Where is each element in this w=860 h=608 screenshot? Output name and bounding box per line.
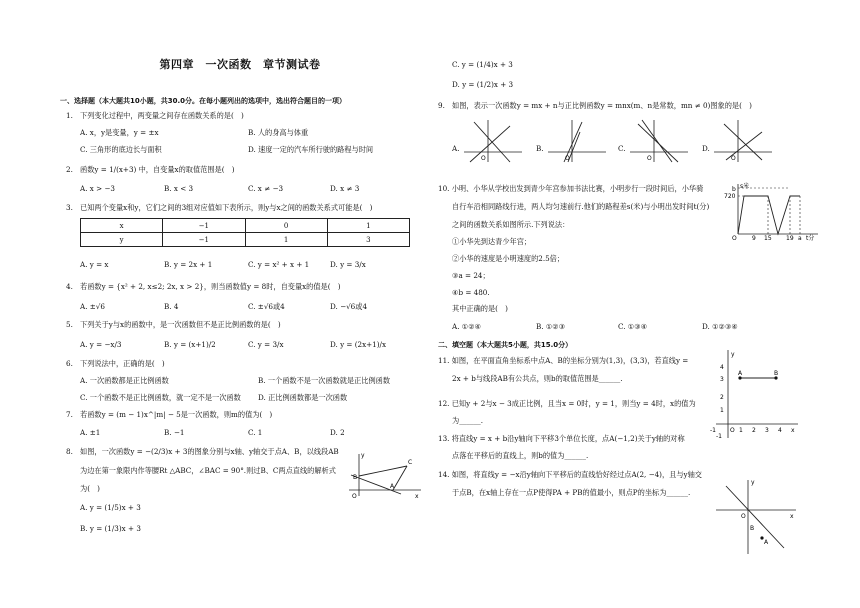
q10-option-c: C. ①③④ — [618, 322, 648, 331]
q10-label-b: b — [732, 186, 736, 193]
q11-tick-x3: 3 — [765, 427, 769, 434]
q1-option-d: D. 速度一定的汽车所行驶的路程与时间 — [248, 145, 374, 154]
q3-cell: 3 — [327, 233, 409, 247]
q11-tick-y3: 3 — [720, 376, 724, 383]
q7-option-c: C. 1 — [248, 428, 263, 437]
q11-tick-yn1: -1 — [716, 433, 722, 440]
q1-option-b: B. 人的身高与体重 — [248, 128, 309, 137]
q10-statement-2: ②小华的速度是小明速度的2.5倍； — [452, 254, 565, 263]
q3-cell: −1 — [163, 219, 245, 233]
q11-label-o: O — [730, 427, 735, 434]
q8-label-x: x — [415, 493, 419, 500]
section-choice-header: 一、选择题（本大题共10小题，共30.0分。在每小题列出的选项中，选出符合题目的一项） — [60, 97, 347, 105]
q10-label-t: t分 — [806, 235, 815, 242]
q11-tick-xn1: -1 — [710, 427, 716, 434]
q9b-label-o: O — [565, 155, 570, 162]
q9d-line-1 — [724, 124, 762, 160]
q10-stem-line1: 10. 小明、小华从学校出发到青少年宫参加书法比赛，小明步行一段时间后，小华骑 — [438, 184, 704, 193]
q10-option-d: D. ①②③④ — [702, 322, 738, 331]
q3-stem: 3. 已知两个变量x和y，它们之间的3组对应值如下表所示，则y与x之间的函数关系式可能是( ) — [66, 203, 373, 212]
q5-option-d: D. y = (2x+1)/x — [330, 340, 387, 349]
q3-option-b: B. y = 2x + 1 — [164, 260, 213, 269]
q10-figure — [724, 182, 820, 244]
page-title: 第四章 一次函数 章节测试卷 — [159, 58, 321, 71]
q10-label-s: s米 — [740, 183, 750, 190]
q5-option-c: C. y = 3/x — [248, 340, 284, 349]
q14-stem-line1: 14. 如图，将直线y = −x沿y轴向下平移后的直线恰好经过点A(2, −4)，且与y轴交 — [438, 470, 702, 479]
q9d-label-o: O — [731, 155, 736, 162]
q2-stem: 2. 函数y = 1/(x+3) 中，自变量x的取值范围是( ) — [66, 165, 235, 174]
q11-figure — [712, 348, 800, 440]
section-fill-header: 二、填空题（本大题共5小题，共15.0分） — [438, 341, 573, 349]
q3-cell: −1 — [163, 233, 245, 247]
q9-option-b: B. — [536, 144, 544, 153]
q9-graph-a — [462, 118, 524, 164]
q8-label-c: C — [408, 459, 413, 466]
q10-graph-line — [738, 196, 800, 234]
q14-figure — [712, 478, 798, 556]
q2-option-c: C. x ≠ −3 — [248, 184, 284, 193]
q9-stem: 9. 如图，表示一次函数y = mx + n与正比例函数y = mnx(m、n是常数，mn ≠ 0)图象的是( ) — [438, 101, 752, 110]
q4-option-b: B. 4 — [164, 302, 179, 311]
q8-label-y: y — [361, 452, 365, 459]
q10-statement-4: ④b = 480. — [452, 288, 490, 297]
q1-stem: 1. 下列变化过程中，两变量之间存在函数关系的是( ) — [66, 111, 244, 120]
q4-stem: 4. 若函数y = {x² + 2, x≤2; 2x, x > 2}，则当函数值y = 8时，自变量x的值是( ) — [66, 282, 341, 291]
q9-option-d: D. — [702, 144, 710, 153]
q13-stem-line1: 13. 将直线y = x + b沿y轴向下平移3个单位长度，点A(−1,2)关于y轴的对称 — [438, 434, 685, 443]
q2-option-a: A. x > −3 — [80, 184, 116, 193]
q11-stem-line1: 11. 如图，在平面直角坐标系中点A、B的坐标分别为(1,3)，(3,3)，若直线y = — [438, 356, 689, 365]
q11-tick-x2: 2 — [752, 427, 756, 434]
q7-option-d: D. 2 — [330, 428, 345, 437]
q8-stem-line3: 为( ) — [80, 484, 100, 493]
q5-stem: 5. 下列关于y与x的函数中，是一次函数但不是正比例函数的是( ) — [66, 320, 281, 329]
q14-stem-line2: 于点B，在x轴上存在一点P使得PA + PB的值最小，则点P的坐标为______. — [452, 488, 691, 497]
q3-cell: y — [81, 233, 163, 247]
q3-cell: 1 — [245, 233, 327, 247]
q10-label-o: O — [732, 235, 737, 242]
q10-label-720: 720 — [724, 193, 736, 200]
q9-graph-c — [628, 118, 690, 164]
q14-line — [726, 486, 784, 548]
q4-option-d: D. −√6或4 — [330, 302, 368, 311]
q1-option-a: A. x，y是变量，y = ±x — [80, 128, 159, 137]
q11-tick-x1: 1 — [739, 427, 743, 434]
q7-option-b: B. −1 — [164, 428, 185, 437]
q8-option-d: D. y = (1/2)x + 3 — [452, 80, 514, 89]
q3-option-c: C. y = x² + x + 1 — [248, 260, 310, 269]
q3-cell: x — [81, 219, 163, 233]
q12-stem-line2: 为______. — [452, 416, 484, 425]
q12-stem-line1: 12. 已知y + 2与x − 3成正比例，且当x = 0时，y = 1，则当y = 4时，x的值为 — [438, 399, 696, 408]
q9-graph-b — [546, 118, 608, 164]
q8-label-o: O — [352, 493, 357, 500]
q1-option-c: C. 三角形的底边长与面积 — [80, 145, 162, 154]
q4-option-a: A. ±√6 — [80, 302, 105, 311]
q10-stem-line3: 之间的函数关系如图所示.下列说法： — [452, 220, 570, 229]
q6-option-d: D. 正比例函数都是一次函数 — [258, 393, 348, 402]
q5-option-b: B. y = (x+1)/2 — [164, 340, 216, 349]
q11-label-x: x — [791, 427, 795, 434]
q14-label-x: x — [790, 513, 794, 520]
q7-option-a: A. ±1 — [80, 428, 101, 437]
q8-option-b: B. y = (1/3)x + 3 — [80, 524, 141, 533]
q11-label-b: B — [774, 370, 779, 377]
q3-cell: 0 — [245, 219, 327, 233]
q14-label-o: O — [741, 513, 746, 520]
q8-label-a: A — [390, 483, 395, 490]
q6-option-a: A. 一次函数都是正比例函数 — [80, 376, 169, 385]
q8-stem-line2: 为边在第一象限内作等腰Rt △ABC，∠BAC = 90°.则过B、C两点直线的解析式 — [80, 466, 336, 475]
q10-label-19: 19 — [786, 235, 794, 242]
q2-option-d: D. x ≠ 3 — [330, 184, 360, 193]
q11-stem-line2: 2x + b与线段AB有公共点，则b的取值范围是______. — [452, 374, 623, 383]
q8-option-c: C. y = (1/4)x + 3 — [452, 60, 513, 69]
q13-stem-line2: 点落在平移后的直线上，则b的值为______. — [452, 451, 589, 460]
q14-label-b: B — [750, 525, 755, 532]
q8-figure — [345, 450, 425, 502]
q11-tick-y1: 1 — [720, 407, 724, 414]
q10-option-a: A. ①②④ — [452, 322, 482, 331]
q9a-label-o: O — [481, 155, 486, 162]
q4-option-c: C. ±√6或4 — [248, 302, 285, 311]
q3-option-d: D. y = 3/x — [330, 260, 366, 269]
q14-label-y: y — [751, 479, 755, 486]
q10-label-15: 15 — [764, 235, 772, 242]
q14-label-a: A — [764, 539, 769, 546]
q9-option-a: A. — [452, 144, 460, 153]
q2-option-b: B. x < 3 — [164, 184, 194, 193]
q8-stem-line1: 8. 如图，一次函数y = −(2/3)x + 3的图象分别与x轴、y轴交于点A、B，以线段AB — [66, 447, 339, 456]
q7-stem: 7. 若函数y = (m − 1)x^|m| − 5是一次函数，则m的值为( ) — [66, 410, 273, 419]
q3-value-table — [80, 218, 410, 247]
q9-option-c: C. — [618, 144, 626, 153]
q11-label-y: y — [731, 351, 735, 358]
q11-tick-x4: 4 — [778, 427, 782, 434]
q6-option-c: C. 一个函数不是正比例函数，就一定不是一次函数 — [80, 393, 241, 402]
q5-option-a: A. y = −x/3 — [80, 340, 122, 349]
q8-line-ca — [393, 466, 407, 490]
q10-stem-line2: 自行车沿相同路线行进，两人均匀速前行.他们的路程差s(米)与小明出发时间t(分) — [452, 202, 710, 211]
q8-line-bc — [359, 466, 407, 476]
q10-statement-1: ①小华先到达青少年宫； — [452, 237, 532, 246]
q9-graph-d — [712, 118, 774, 164]
q11-tick-y2: 2 — [720, 394, 724, 401]
q10-statement-3: ③a = 24； — [452, 271, 490, 280]
q11-label-a: A — [738, 370, 743, 377]
q10-option-b: B. ①②③ — [536, 322, 566, 331]
q3-cell: 1 — [327, 219, 409, 233]
q9c-label-o: O — [647, 155, 652, 162]
q3-option-a: A. y = x — [80, 260, 109, 269]
q8-option-a: A. y = (1/5)x + 3 — [80, 503, 141, 512]
q10-prompt: 其中正确的是( ) — [452, 304, 508, 313]
q9a-line-2 — [470, 126, 510, 162]
q9b-line-2 — [568, 132, 580, 162]
q6-option-b: B. 一个函数不是一次函数就是正比例函数 — [258, 376, 391, 385]
q8-label-b: B — [353, 474, 358, 481]
q6-stem: 6. 下列说法中，正确的是( ) — [66, 359, 165, 368]
q11-tick-y4: 4 — [720, 364, 724, 371]
q10-label-9: 9 — [752, 235, 756, 242]
q10-label-a: a — [798, 235, 802, 242]
